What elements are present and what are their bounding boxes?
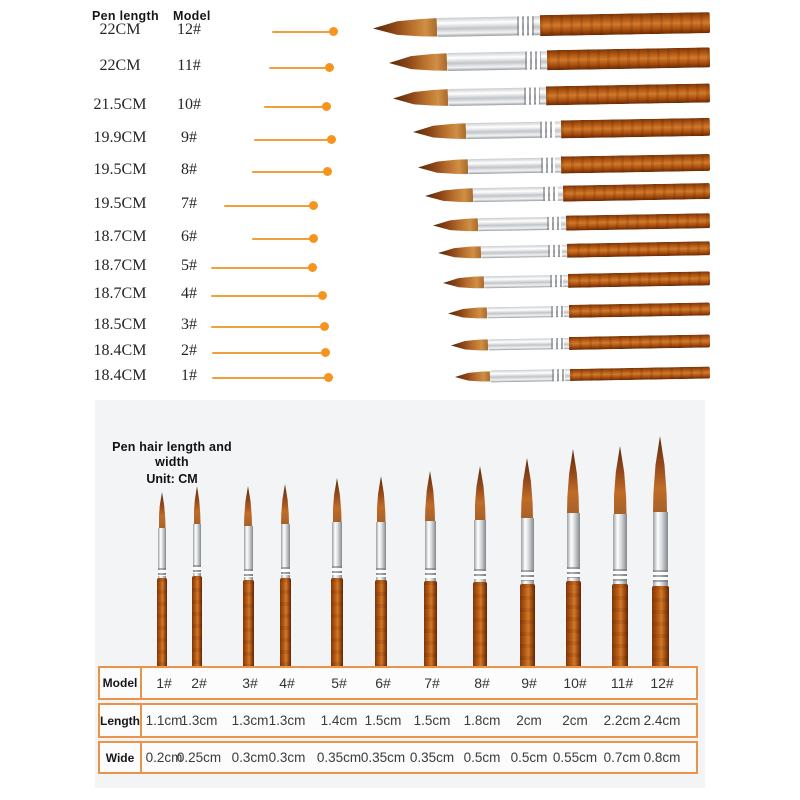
pen-length-value: 19.5CM [93, 161, 147, 178]
brush-ferrule [490, 369, 570, 381]
brush-ferrule [478, 216, 566, 231]
length-cell: 1.3cm [231, 713, 269, 728]
brush-wood-handle [568, 271, 710, 287]
pen-length-value: 22CM [99, 57, 141, 74]
row-label-model: Model [102, 676, 138, 690]
model-cell: 6# [375, 675, 391, 691]
wide-cell: 0.55cm [552, 750, 598, 765]
brush-bristle [433, 218, 478, 232]
paint-brush-horizontal [418, 153, 710, 175]
paint-brush-horizontal [393, 83, 710, 108]
length-cell: 1.4cm [320, 713, 358, 728]
wide-cell: 0.3cm [231, 750, 269, 765]
model-cell: 4# [279, 675, 295, 691]
wide-cell: 0.35cm [409, 750, 455, 765]
length-cell: 1.3cm [268, 713, 306, 728]
brush-bristle [455, 371, 490, 382]
paint-brush-horizontal [443, 271, 710, 290]
pen-length-value: 18.7CM [93, 285, 147, 302]
pen-length-value: 19.5CM [93, 195, 147, 212]
model-cell: 5# [331, 675, 347, 691]
model-value: 3# [181, 316, 197, 333]
pen-length-value: 18.7CM [93, 228, 147, 245]
brush-ferrule [487, 305, 569, 318]
model-cell: 3# [242, 675, 258, 691]
model-value: 4# [181, 285, 197, 302]
model-cell: 12# [650, 675, 674, 691]
row-label-length: Length [100, 713, 140, 728]
brush-bristle [438, 246, 481, 259]
paint-brush-horizontal [433, 213, 710, 233]
pen-hair-spec-table [95, 400, 705, 788]
pen-length-value: 18.5CM [93, 316, 147, 333]
pen-length-value: 18.4CM [93, 342, 147, 359]
pen-length-value: 21.5CM [93, 96, 147, 113]
brush-ferrule [481, 244, 567, 258]
brush-bristle [393, 89, 448, 107]
length-cell: 2.2cm [603, 713, 641, 728]
brush-wood-handle [567, 241, 710, 257]
wide-cell: 0.3cm [268, 750, 306, 765]
brush-ferrule [447, 51, 547, 71]
model-value: 1# [181, 367, 197, 384]
brush-bristle [389, 53, 447, 72]
brush-ferrule [466, 121, 561, 139]
model-cell: 7# [424, 675, 440, 691]
brush-ferrule [437, 15, 540, 36]
length-cell: 2cm [516, 713, 542, 728]
model-cell: 2# [191, 675, 207, 691]
model-value: 5# [181, 257, 197, 274]
pen-length-value: 18.7CM [93, 257, 147, 274]
brush-ferrule [484, 274, 568, 288]
wide-cell: 0.7cm [603, 750, 641, 765]
brush-wood-handle [563, 183, 710, 202]
brush-wood-handle [546, 83, 710, 105]
wide-cell: 0.35cm [360, 750, 406, 765]
paint-brush-horizontal [455, 367, 710, 383]
wide-cell: 0.5cm [510, 750, 548, 765]
length-cell: 2cm [562, 713, 588, 728]
model-value: 11# [177, 57, 201, 74]
paint-brush-horizontal [451, 334, 710, 352]
table-row-model [98, 666, 698, 700]
length-cell: 1.1cm [145, 713, 183, 728]
paint-brush-horizontal [389, 47, 710, 73]
brush-ferrule [473, 186, 563, 202]
pen-length-value: 18.4CM [93, 367, 147, 384]
brush-wood-handle [540, 12, 710, 36]
length-cell: 1.3cm [180, 713, 218, 728]
model-value: 8# [181, 161, 197, 178]
brush-bristle [413, 123, 466, 140]
paint-brush-horizontal [438, 241, 710, 260]
model-value: 2# [181, 342, 197, 359]
table-row-length [98, 703, 698, 738]
wide-cell: 0.35cm [316, 750, 362, 765]
pen-length-value: 19.9CM [93, 129, 147, 146]
panel-heading-line1: Pen hair length and width [112, 440, 232, 469]
brush-ferrule [468, 157, 561, 174]
length-cell: 1.5cm [413, 713, 451, 728]
pen-length-value: 22CM [99, 21, 141, 38]
brush-bristle [451, 339, 488, 351]
model-cell: 10# [563, 675, 587, 691]
brush-wood-handle [561, 153, 710, 173]
brush-bristle [425, 188, 473, 203]
pen-length-column-header: Pen length [92, 9, 159, 23]
model-cell: 9# [521, 675, 537, 691]
brush-bristle [373, 18, 437, 38]
length-cell: 1.8cm [463, 713, 501, 728]
paint-brush-horizontal [448, 302, 710, 320]
wide-cell: 0.2cm [145, 750, 183, 765]
wide-cell: 0.5cm [463, 750, 501, 765]
wide-cell: 0.8cm [643, 750, 681, 765]
brush-wood-handle [570, 367, 710, 381]
brush-bristle [418, 159, 468, 175]
brush-ferrule [448, 87, 546, 106]
model-cell: 1# [156, 675, 172, 691]
table-row-wide [98, 741, 698, 774]
brush-wood-handle [561, 118, 710, 139]
paint-brush-horizontal [425, 183, 710, 204]
brush-wood-handle [569, 302, 710, 317]
model-value: 12# [177, 21, 201, 38]
model-cell: 8# [474, 675, 490, 691]
length-cell: 2.4cm [643, 713, 681, 728]
brush-wood-handle [566, 213, 710, 231]
panel-heading-unit: Unit: CM [146, 472, 198, 486]
brush-bristle [443, 276, 484, 289]
brush-ferrule [488, 337, 569, 350]
model-value: 10# [177, 96, 201, 113]
brush-wood-handle [547, 47, 710, 70]
model-value: 6# [181, 228, 197, 245]
model-value: 9# [181, 129, 197, 146]
paint-brush-horizontal [413, 118, 710, 141]
brush-bristle [448, 307, 487, 319]
brush-wood-handle [569, 334, 710, 349]
paint-brush-horizontal [373, 12, 710, 39]
model-value: 7# [181, 195, 197, 212]
wide-cell: 0.25cm [176, 750, 222, 765]
row-label-wide: Wide [105, 750, 135, 765]
model-cell: 11# [610, 675, 634, 691]
model-column-header: Model [173, 9, 211, 23]
length-cell: 1.5cm [364, 713, 402, 728]
bottom-spec-panel [95, 400, 705, 788]
